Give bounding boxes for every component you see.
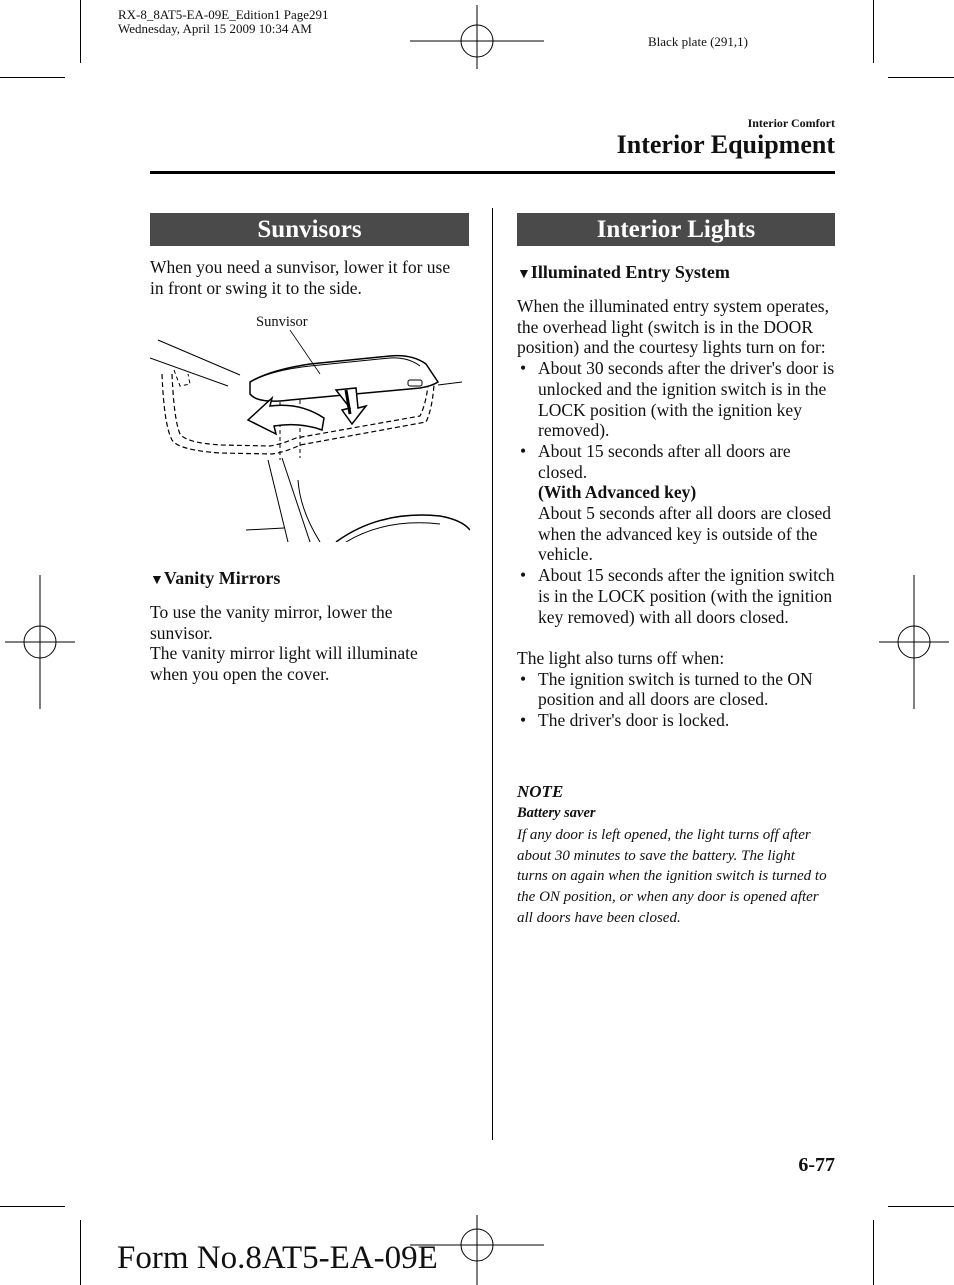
list-item — [517, 669, 835, 710]
sunvisor-illustration — [150, 330, 470, 542]
turn-off-list — [517, 669, 835, 731]
plate-label: Black plate (291,1) — [648, 34, 748, 49]
advanced-key-heading: (With Advanced key) — [538, 482, 697, 503]
section-band-interior-lights: Interior Lights — [517, 213, 835, 246]
crop-mark — [80, 0, 81, 63]
sunvisor-figure-label: Sunvisor — [256, 314, 308, 330]
bullet-icon: • — [520, 710, 527, 731]
list-item — [517, 441, 835, 565]
note-text: If any door is left opened, the light turns off after about 30 minutes to save the battery. The light turns on again when the ignition switch is turned to the ON position, or when any door is opened after all doors have been closed. — [517, 827, 827, 926]
form-number: Form No.8AT5-EA-09E — [117, 1240, 438, 1276]
turn-off-intro: The light also turns off when: — [517, 647, 725, 668]
list-item — [517, 358, 835, 441]
crop-mark — [888, 77, 954, 78]
header-rule — [150, 171, 835, 174]
bullet-icon: • — [520, 668, 527, 689]
section-band-sunvisors: Sunvisors — [150, 213, 469, 246]
section-marker-icon: ▼ — [517, 267, 531, 282]
registration-mark-left — [5, 575, 75, 709]
crop-mark — [873, 0, 874, 63]
bullet-icon: • — [520, 440, 527, 461]
crop-mark — [888, 1206, 954, 1207]
right-body — [517, 296, 835, 731]
crop-mark — [0, 77, 65, 78]
illuminated-entry-heading-text: Illuminated Entry System — [530, 262, 730, 282]
print-job-line2: Wednesday, April 15 2009 10:34 AM — [118, 21, 312, 36]
page-title: Interior Equipment — [616, 130, 835, 159]
list-item-text: About 15 seconds after the ignition switch is in the LOCK position (with the ignition key removed) with all doors closed. — [538, 565, 835, 627]
bullet-icon: • — [520, 565, 527, 586]
turn-on-list — [517, 358, 835, 627]
advanced-key-text: About 5 seconds after all doors are closed when the advanced key is outside of the vehicle. — [538, 503, 832, 565]
note-subheading: Battery saver — [517, 805, 596, 821]
print-job-line1: RX-8_8AT5-EA-09E_Edition1 Page291 — [118, 7, 329, 22]
list-item — [517, 710, 835, 731]
illuminated-entry-intro: When the illuminated entry system operates, the overhead light (switch is in the DOOR position) and the courtesy lights turn on for: — [517, 296, 829, 358]
vanity-p2: The vanity mirror light will illuminate when you open the cover. — [150, 643, 418, 684]
section-label: Interior Comfort — [747, 116, 835, 130]
column-divider — [492, 208, 493, 1140]
list-item-text: About 15 seconds after all doors are closed. — [538, 440, 791, 482]
crop-mark — [80, 1220, 81, 1285]
crop-mark — [0, 1206, 65, 1207]
crop-mark — [873, 1220, 874, 1285]
bullet-icon: • — [520, 358, 527, 379]
registration-mark-right — [879, 575, 949, 709]
list-item-text: The ignition switch is turned to the ON position and all doors are closed. — [538, 668, 813, 710]
vanity-mirrors-heading-text: Vanity Mirrors — [163, 568, 281, 588]
vanity-p1: To use the vanity mirror, lower the sunvisor. — [150, 602, 393, 643]
list-item-text: About 30 seconds after the driver's door is unlocked and the ignition switch is in the LOCK position (with the ignition key removed). — [538, 358, 835, 441]
section-marker-icon: ▼ — [150, 573, 164, 588]
list-item-text: The driver's door is locked. — [538, 710, 730, 731]
illuminated-entry-heading — [517, 262, 730, 283]
page-number: 6-77 — [798, 1154, 835, 1176]
note-heading: NOTE — [517, 782, 564, 801]
sunvisor-intro: When you need a sunvisor, lower it for use in front or swing it to the side. — [150, 257, 451, 298]
vanity-mirrors-heading — [150, 568, 280, 589]
list-item — [517, 565, 835, 627]
registration-mark-top — [410, 5, 544, 69]
